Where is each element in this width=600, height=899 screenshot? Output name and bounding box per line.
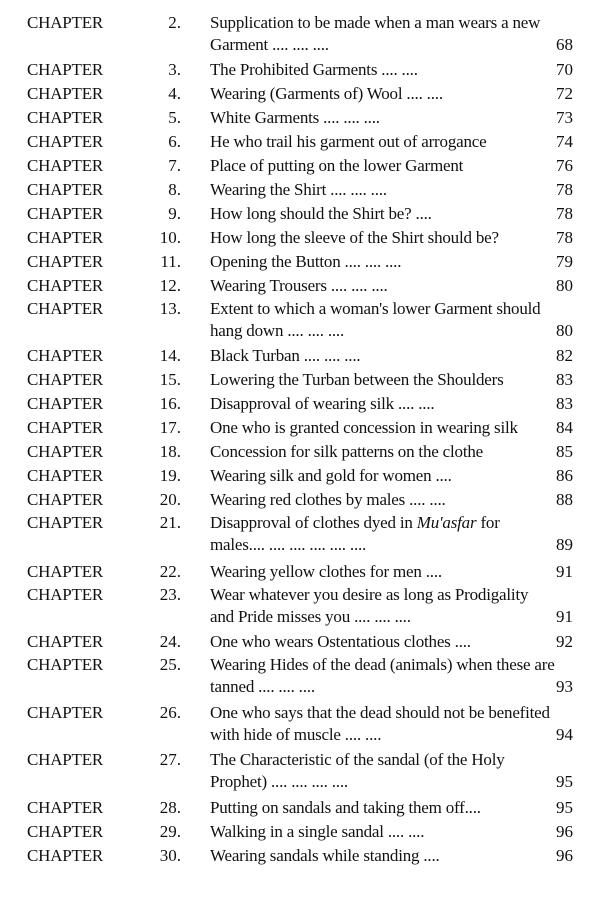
title-italic-term: Mu'asfar	[416, 513, 477, 532]
chapter-label: CHAPTER	[27, 60, 104, 79]
chapter-label: CHAPTER	[27, 418, 104, 437]
chapter-title: Wearing red clothes by males .... ....	[210, 490, 446, 509]
page-number: 91	[556, 562, 573, 581]
chapter-number: 5.	[168, 108, 181, 127]
page-number: 68	[556, 35, 573, 54]
chapter-label: CHAPTER	[27, 750, 104, 769]
chapter-number: 27.	[159, 750, 181, 769]
chapter-label: CHAPTER	[27, 585, 104, 604]
chapter-number: 3.	[168, 60, 181, 79]
chapter-title: Opening the Button .... .... ....	[210, 252, 402, 271]
page-number: 70	[556, 60, 573, 79]
chapter-number: 21.	[159, 513, 181, 532]
chapter-label: CHAPTER	[27, 346, 104, 365]
chapter-label: CHAPTER	[27, 180, 104, 199]
chapter-number: 4.	[168, 84, 181, 103]
chapter-title: Supplication to be made when a man wears a new Garment .... .... ....	[210, 13, 541, 54]
chapter-title: Extent to which a woman's lower Garment should hang down .... .... ....	[210, 299, 541, 340]
page-number: 73	[556, 108, 573, 127]
chapter-title: Wearing Hides of the dead (animals) when these are tanned .... .... ....	[210, 655, 555, 696]
chapter-title: Walking in a single sandal .... ....	[210, 822, 425, 841]
chapter-title: The Prohibited Garments .... ....	[210, 60, 418, 79]
chapter-label: CHAPTER	[27, 798, 104, 817]
chapter-number: 2.	[168, 13, 181, 32]
page-number: 78	[556, 228, 573, 247]
chapter-number: 12.	[159, 276, 181, 295]
chapter-title: Wearing (Garments of) Wool .... ....	[210, 84, 443, 103]
chapter-number: 20.	[159, 490, 181, 509]
chapter-title: Wear whatever you desire as long as Prodigality and Pride misses you .... .... ....	[210, 585, 529, 626]
chapter-label: CHAPTER	[27, 276, 104, 295]
page-number: 84	[556, 418, 573, 437]
chapter-label: CHAPTER	[27, 846, 104, 865]
chapter-number: 11.	[160, 252, 181, 271]
chapter-title: Black Turban .... .... ....	[210, 346, 361, 365]
chapter-label: CHAPTER	[27, 13, 104, 32]
chapter-label: CHAPTER	[27, 513, 104, 532]
chapter-title: One who is granted concession in wearing silk	[210, 418, 518, 437]
chapter-label: CHAPTER	[27, 156, 104, 175]
page-number: 79	[556, 252, 573, 271]
chapter-label: CHAPTER	[27, 84, 104, 103]
chapter-label: CHAPTER	[27, 370, 104, 389]
chapter-number: 28.	[159, 798, 181, 817]
chapter-label: CHAPTER	[27, 394, 104, 413]
chapter-title: Disapproval of wearing silk .... ....	[210, 394, 435, 413]
page-number: 85	[556, 442, 573, 461]
page-number: 83	[556, 370, 573, 389]
chapter-label: CHAPTER	[27, 822, 104, 841]
chapter-label: CHAPTER	[27, 490, 104, 509]
title-text: for males.... .... .... .... .... ....	[210, 513, 500, 554]
chapter-title: Wearing silk and gold for women ....	[210, 466, 452, 485]
chapter-number: 22.	[159, 562, 181, 581]
chapter-title	[210, 512, 555, 556]
chapter-label: CHAPTER	[27, 132, 104, 151]
page-number: 86	[556, 466, 573, 485]
chapter-title: He who trail his garment out of arrogance	[210, 132, 487, 151]
chapter-number: 10.	[159, 228, 181, 247]
chapter-label: CHAPTER	[27, 204, 104, 223]
page-number: 91	[556, 607, 573, 626]
page-number: 80	[556, 276, 573, 295]
chapter-number: 25.	[159, 655, 181, 674]
page-number: 74	[556, 132, 573, 151]
chapter-number: 9.	[168, 204, 181, 223]
page-number: 83	[556, 394, 573, 413]
chapter-number: 19.	[159, 466, 181, 485]
chapter-number: 15.	[159, 370, 181, 389]
page-number: 80	[556, 321, 573, 340]
page-number: 78	[556, 180, 573, 199]
chapter-title: One who wears Ostentatious clothes ....	[210, 632, 471, 651]
page-number: 94	[556, 725, 573, 744]
chapter-number: 16.	[159, 394, 181, 413]
chapter-title: Concession for silk patterns on the clothe	[210, 442, 483, 461]
chapter-label: CHAPTER	[27, 632, 104, 651]
page-number: 96	[556, 846, 573, 865]
chapter-title: One who says that the dead should not be benefited with hide of muscle .... ....	[210, 703, 550, 744]
chapter-number: 29.	[159, 822, 181, 841]
chapter-number: 24.	[159, 632, 181, 651]
chapter-title: Lowering the Turban between the Shoulders	[210, 370, 504, 389]
page-number: 76	[556, 156, 573, 175]
page-number: 95	[556, 798, 573, 817]
chapter-label: CHAPTER	[27, 228, 104, 247]
chapter-title: Wearing sandals while standing ....	[210, 846, 440, 865]
chapter-label: CHAPTER	[27, 252, 104, 271]
chapter-number: 6.	[168, 132, 181, 151]
chapter-title: Place of putting on the lower Garment	[210, 156, 464, 175]
chapter-title: White Garments .... .... ....	[210, 108, 380, 127]
page-number: 95	[556, 772, 573, 791]
chapter-number: 23.	[159, 585, 181, 604]
page-number: 96	[556, 822, 573, 841]
chapter-title: Wearing yellow clothes for men ....	[210, 562, 442, 581]
chapter-title: Wearing Trousers .... .... ....	[210, 276, 388, 295]
chapter-label: CHAPTER	[27, 562, 104, 581]
chapter-number: 17.	[159, 418, 181, 437]
page-number: 92	[556, 632, 573, 651]
chapter-title: The Characteristic of the sandal (of the Holy Prophet) .... .... .... ....	[210, 750, 505, 791]
chapter-number: 18.	[159, 442, 181, 461]
chapter-number: 7.	[168, 156, 181, 175]
chapter-label: CHAPTER	[27, 108, 104, 127]
page-number: 88	[556, 490, 573, 509]
chapter-title: Wearing the Shirt .... .... ....	[210, 180, 387, 199]
chapter-number: 30.	[159, 846, 181, 865]
chapter-title: How long should the Shirt be? ....	[210, 204, 432, 223]
chapter-title: How long the sleeve of the Shirt should be?	[210, 228, 499, 247]
page-number: 72	[556, 84, 573, 103]
page-number: 93	[556, 677, 573, 696]
chapter-title: Putting on sandals and taking them off....	[210, 798, 481, 817]
page-number: 89	[556, 535, 573, 554]
chapter-label: CHAPTER	[27, 655, 104, 674]
page-number: 78	[556, 204, 573, 223]
chapter-number: 8.	[168, 180, 181, 199]
chapter-number: 26.	[159, 703, 181, 722]
chapter-label: CHAPTER	[27, 442, 104, 461]
title-text: Disapproval of clothes dyed in	[210, 513, 417, 532]
chapter-label: CHAPTER	[27, 299, 104, 318]
page-number: 82	[556, 346, 573, 365]
chapter-label: CHAPTER	[27, 703, 104, 722]
chapter-number: 14.	[159, 346, 181, 365]
chapter-label: CHAPTER	[27, 466, 104, 485]
chapter-number: 13.	[159, 299, 181, 318]
